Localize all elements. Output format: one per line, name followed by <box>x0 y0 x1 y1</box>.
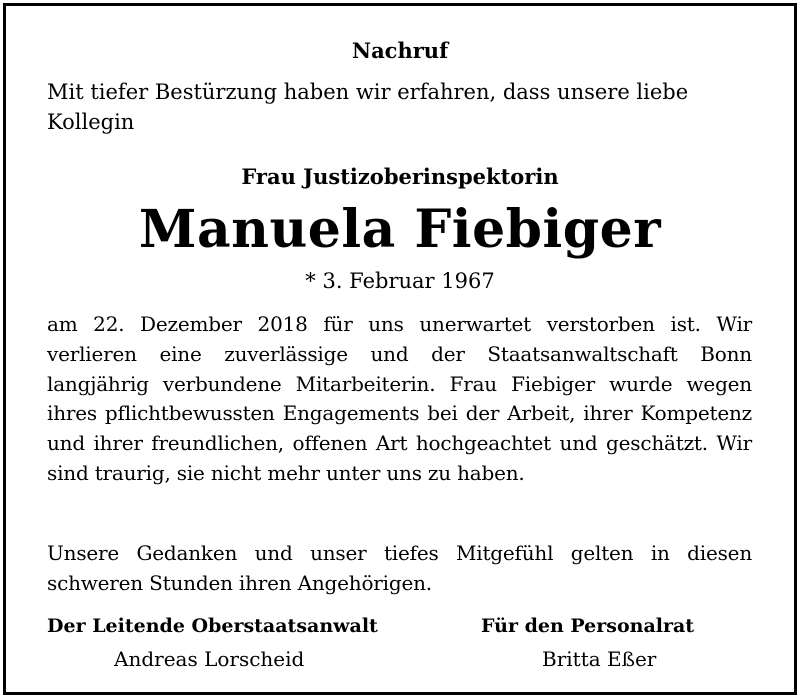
deceased-title: Frau Justizoberinspektorin <box>241 164 559 189</box>
obituary-notice <box>3 3 797 695</box>
intro-line-2: Kollegin <box>47 110 135 134</box>
signature-name-staff-council: Britta Eßer <box>542 647 657 671</box>
notice-paragraph-2: Unsere Gedanken und unser tiefes Mitgefühl gelten in diesen schweren Stunden ihren Angehörigen. <box>47 541 752 595</box>
deceased-name: Manuela Fiebiger <box>138 199 662 260</box>
notice-paragraph-1: am 22. Dezember 2018 für uns unerwartet verstorben ist. Wir verlieren eine zuverlässige und der Staatsanwaltschaft Bonn langjährig verbundene Mitarbeiterin. Frau Fiebiger wurde wegen ihres pflichtbewussten Engagements bei der Arbeit, ihrer Kompetenz und ihrer freundlichen, offenen Art hochgeachtet und geschätzt. Wir sind traurig, sie nicht mehr unter uns zu haben. <box>47 312 752 485</box>
intro-line-1: Mit tiefer Bestürzung haben wir erfahren, dass unsere liebe <box>47 80 689 104</box>
notice-heading: Nachruf <box>351 38 449 63</box>
signature-name-prosecutor: Andreas Lorscheid <box>114 647 305 671</box>
signature-title-prosecutor: Der Leitende Oberstaatsanwalt <box>47 615 378 637</box>
birth-date: * 3. Februar 1967 <box>305 269 495 293</box>
signature-title-staff-council: Für den Personalrat <box>481 615 695 637</box>
